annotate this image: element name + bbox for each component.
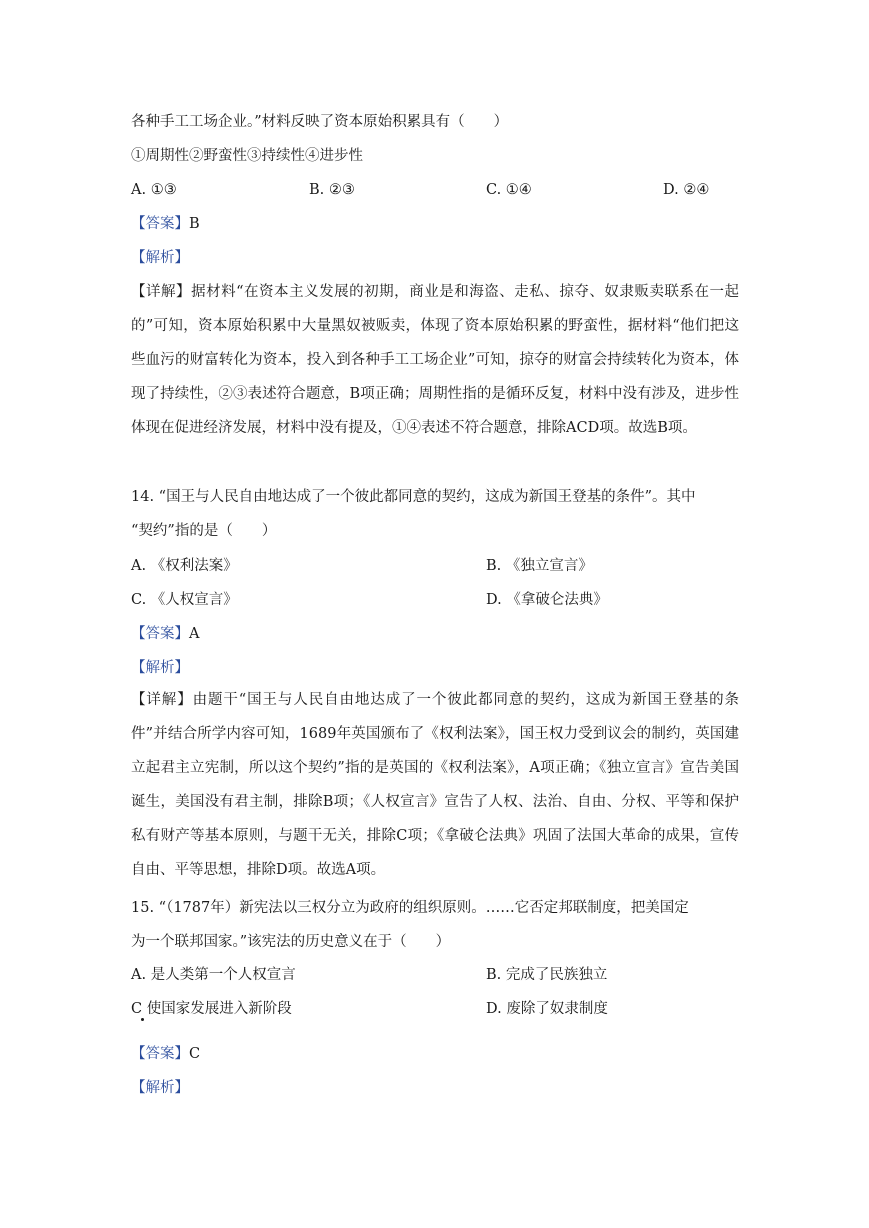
- q14-option-b: B. 《独立宣言》: [486, 558, 593, 574]
- q15-stem-line1: 15. “（1787年）新宪法以三权分立为政府的组织原则。……它否定邦联制度，把美国定: [131, 900, 689, 916]
- q14-option-d: D. 《拿破仑法典》: [486, 592, 608, 608]
- answer-value: B: [189, 216, 200, 232]
- q15-option-b: B. 完成了民族独立: [486, 967, 608, 983]
- q15-option-a: A. 是人类第一个人权宣言: [131, 967, 296, 983]
- detail-text: 由题干“国王与人民自由地达成了一个彼此都同意的契约，这成为新国王登基的条件”并结合所学内容可知，1689年英国颁布了《权利法案》，国王权力受到议会的制约，英国建立起君主立宪制，所以这个契约”指的是英国的《权利法案》，A项正确；《独立宣言》宣告美国诞生，美国没有君主制，排除B项；《人权宣言》宣告了人权、法治、自由、分权、平等和保护私有财产等基本原则，与题干无关，排除C项；《拿破仑法典》巩固了法国大革命的成果，宣传自由、平等思想，排除D项。故选A项。: [131, 692, 739, 878]
- answer-tag: 【答案】: [131, 216, 189, 232]
- answer-tag: 【答案】: [131, 1046, 189, 1062]
- answer-value: C: [189, 1046, 201, 1062]
- q13-option-d: D. ②④: [663, 182, 710, 198]
- q14-option-a: A. 《权利法案》: [131, 558, 238, 574]
- q15-option-d: D. 废除了奴隶制度: [486, 1001, 608, 1017]
- q15-answer: [131, 1044, 200, 1064]
- q15-option-c: C 使国家发展进入新阶段: [131, 1001, 292, 1017]
- q15-analysis-tag: 【解析】: [131, 1080, 189, 1096]
- answer-tag: 【答案】: [131, 626, 189, 642]
- q14-analysis-tag: 【解析】: [131, 660, 189, 676]
- stray-dot: [141, 1018, 144, 1021]
- q13-option-a: A. ①③: [131, 182, 177, 198]
- detail-text: 据材料“在资本主义发展的初期，商业是和海盗、走私、掠夺、奴隶贩卖联系在一起的”可知，资本原始积累中大量黑奴被贩卖，体现了资本原始积累的野蛮性，据材料“他们把这些血污的财富转化为资本，投入到各种手工工场企业”可知，掠夺的财富会持续转化为资本，体现了持续性，②③表述符合题意，B项正确；周期性指的是循环反复，材料中没有涉及，进步性体现在促进经济发展，材料中没有提及，①④表述不符合题意，排除ACD项。故选B项。: [131, 284, 739, 436]
- q14-answer: [131, 624, 199, 644]
- q13-analysis-tag: 【解析】: [131, 250, 189, 266]
- q13-answer: [131, 214, 200, 234]
- answer-value: A: [189, 626, 200, 642]
- q13-option-c: C. ①④: [486, 182, 532, 198]
- q13-stem: 各种手工工场企业。”材料反映了资本原始积累具有（ ）: [131, 114, 509, 130]
- q13-option-b: B. ②③: [309, 182, 355, 198]
- q14-option-c: C. 《人权宣言》: [131, 592, 238, 608]
- q13-detail: [131, 275, 739, 445]
- q13-items: ①周期性②野蛮性③持续性④进步性: [131, 148, 363, 164]
- detail-tag: 【详解】: [131, 692, 193, 708]
- q14-stem-line2: “契约”指的是（ ）: [131, 523, 277, 539]
- q14-stem-line1: 14. “国王与人民自由地达成了一个彼此都同意的契约，这成为新国王登基的条件”。其中: [131, 489, 696, 505]
- q14-detail: [131, 683, 739, 887]
- detail-tag: 【详解】: [131, 284, 192, 300]
- q15-stem-line2: 为一个联邦国家。”该宪法的历史意义在于（ ）: [131, 934, 451, 950]
